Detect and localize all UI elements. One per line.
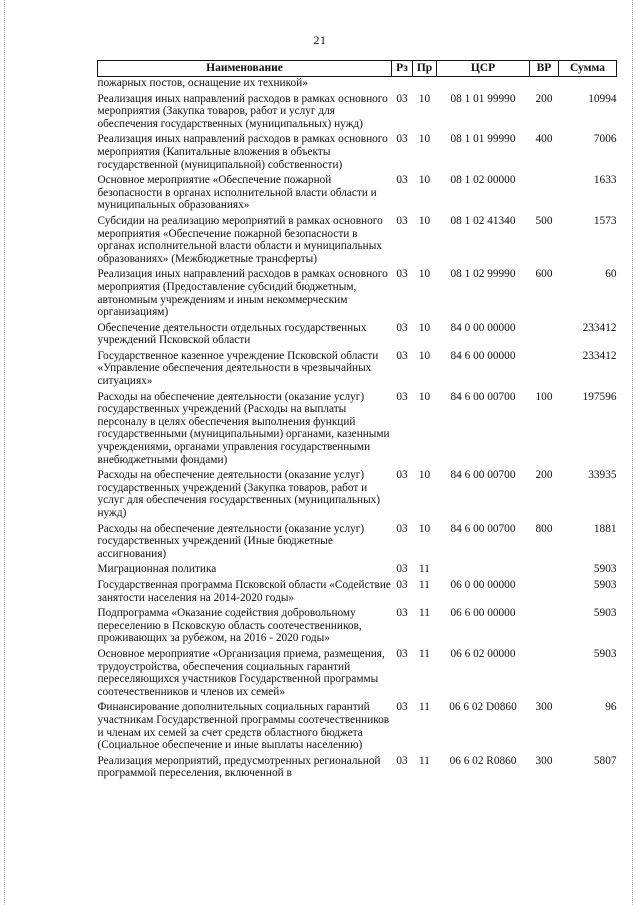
row-csr: [437, 563, 530, 579]
row-pr: 10: [418, 349, 431, 362]
table-row: [98, 563, 617, 579]
row-rz: 03: [396, 522, 408, 535]
row-csr: 84 6 00 00700: [450, 390, 516, 403]
page-number: 21: [313, 33, 327, 47]
row-rz: 03: [396, 268, 408, 281]
row-vr: [530, 77, 559, 93]
row-rz: 03: [396, 390, 408, 403]
row-vr: 300: [535, 754, 553, 767]
table-row: [98, 523, 617, 564]
table-row: [98, 215, 617, 268]
row-name: Миграционная политика: [97, 563, 217, 576]
row-sum: 233412: [582, 349, 617, 362]
row-csr: 84 0 00 00000: [450, 321, 516, 334]
row-pr: 10: [418, 133, 431, 146]
scan-edge-left: [4, 0, 6, 905]
header-row: [98, 61, 617, 77]
row-rz: 03: [396, 701, 408, 714]
table-row: [98, 648, 617, 701]
table-row: [98, 579, 617, 607]
row-sum: 5903: [593, 563, 617, 576]
row-sum: 1881: [593, 522, 617, 535]
row-vr: 300: [535, 701, 553, 714]
row-vr: [530, 322, 559, 350]
row-name: Реализация иных направлений расходов в рамках основного мероприятия (Предоставление субсидий бюджетным, автономным учреждениям и иным некоммерческим организациям): [97, 268, 388, 319]
header-sum: Сумма: [559, 61, 617, 77]
row-vr: 100: [535, 390, 553, 403]
table-row: [98, 350, 617, 391]
row-pr: 11: [419, 578, 430, 591]
row-pr: 10: [418, 268, 431, 281]
row-vr: 800: [535, 522, 553, 535]
row-pr: [413, 77, 437, 93]
row-name: Финансирование дополнительных социальных гарантий участникам Государственной программы соотечественников и членам их семей за счет средств областного бюджета (Социальное обеспечение и иные выплаты населению): [97, 701, 390, 752]
row-pr: 10: [418, 174, 431, 187]
table-row: [98, 755, 617, 783]
row-vr: 400: [535, 133, 553, 146]
row-name: Основное мероприятие «Обеспечение пожарной безопасности в органах исполнительной власти области и муниципальных образованиях»: [97, 174, 377, 212]
row-name: Реализация иных направлений расходов в рамках основного мероприятия (Закупка товаров, работ и услуг для обеспечения государственных (муниципальных) нужд): [97, 92, 388, 130]
row-sum: 33935: [588, 469, 617, 482]
row-rz: 03: [396, 647, 408, 660]
row-rz: [392, 77, 413, 93]
row-csr: 08 1 02 00000: [450, 174, 516, 187]
row-sum: 197596: [582, 390, 617, 403]
table-row: [98, 77, 617, 93]
row-csr: 06 6 00 00000: [450, 607, 516, 620]
header-name: Наименование: [98, 61, 392, 77]
row-sum: [559, 77, 617, 93]
table-row: [98, 607, 617, 648]
row-vr: 200: [535, 92, 553, 105]
row-pr: 11: [419, 647, 430, 660]
row-pr: 10: [418, 214, 431, 227]
table-row: [98, 322, 617, 350]
row-vr: [530, 607, 559, 648]
row-sum: 7006: [593, 133, 617, 146]
budget-table: [97, 60, 617, 783]
row-pr: 10: [418, 522, 431, 535]
row-rz: 03: [396, 174, 408, 187]
row-sum: 1633: [593, 174, 617, 187]
scan-edge-right: [632, 0, 634, 905]
row-sum: 5903: [593, 607, 617, 620]
row-name: Расходы на обеспечение деятельности (оказание услуг) государственных учреждений (Закупка товаров, работ и услуг для обеспечения государственных (муниципальных) нужд): [97, 469, 381, 519]
row-vr: [530, 350, 559, 391]
row-pr: 11: [419, 607, 430, 620]
row-sum: 60: [605, 268, 617, 281]
row-rz: 03: [396, 214, 408, 227]
row-rz: 03: [396, 133, 408, 146]
table-row: [98, 133, 617, 174]
row-vr: 600: [535, 268, 553, 281]
row-sum: 1573: [593, 214, 617, 227]
row-csr: 06 6 02 00000: [450, 647, 516, 660]
row-rz: 03: [396, 349, 408, 362]
table-header: [98, 61, 617, 77]
row-vr: [530, 648, 559, 701]
row-pr: 11: [419, 563, 430, 576]
row-rz: 03: [396, 469, 408, 482]
row-pr: 10: [418, 321, 431, 334]
row-pr: 11: [419, 754, 430, 767]
row-name: Основное мероприятие «Организация приема, размещения, трудоустройства, обеспечения социальных гарантий переселяющихся участников Государственной программы соотечественников и членов их семей»: [97, 647, 385, 698]
header-csr: ЦСР: [437, 61, 530, 77]
row-sum: 5903: [593, 647, 617, 660]
table-body: [98, 77, 617, 783]
row-csr: 84 6 00 00700: [450, 469, 516, 482]
row-pr: 11: [419, 701, 430, 714]
table-row: [98, 391, 617, 470]
table-row: [98, 701, 617, 754]
header-rz: Рз: [392, 61, 413, 77]
row-csr: [437, 77, 530, 93]
table-row: [98, 469, 617, 522]
row-name: Обеспечение деятельности отдельных государственных учреждений Псковской области: [97, 321, 367, 347]
row-csr: 06 6 02 D0860: [449, 701, 517, 714]
row-sum: 5807: [593, 754, 617, 767]
header-vr: ВР: [530, 61, 559, 77]
row-rz: 03: [396, 321, 408, 334]
row-csr: 08 1 02 99990: [450, 268, 516, 281]
row-vr: [530, 174, 559, 215]
table-row: [98, 93, 617, 134]
row-rz: 03: [396, 578, 408, 591]
row-pr: 10: [418, 390, 431, 403]
row-vr: 500: [535, 214, 553, 227]
row-sum: 10994: [588, 92, 617, 105]
row-name: Государственное казенное учреждение Псковской области «Управление обеспечения деятельности в чрезвычайных ситуациях»: [97, 349, 379, 388]
row-name: Подпрограмма «Оказание содействия добровольному переселению в Псковскую область соотечественников, проживающих за рубежом, на 2016 - 2020 годы»: [97, 607, 362, 645]
row-name: Субсидии на реализацию мероприятий в рамках основного мероприятия «Обеспечение пожарной безопасности в органах исполнительной власти области и муниципальных образованиях» (Межбюджетные трансферты): [97, 214, 383, 265]
row-csr: 08 1 01 99990: [450, 92, 516, 105]
row-csr: 08 1 01 99990: [450, 133, 516, 146]
row-name: Реализация иных направлений расходов в рамках основного мероприятия (Капитальные вложения в объекты государственной (муниципальной) собственности): [97, 133, 388, 171]
row-rz: 03: [396, 92, 408, 105]
row-vr: [530, 563, 559, 579]
row-rz: 03: [396, 563, 408, 576]
header-pr: Пр: [413, 61, 437, 77]
row-name: Расходы на обеспечение деятельности (оказание услуг) государственных учреждений (Расходы на выплаты персоналу в целях обеспечения выполнения функций государственными (муниципальными) органами, казенными учреждениями, органами управления государственными внебюджетными фондами): [97, 390, 390, 466]
row-sum: 233412: [582, 321, 617, 334]
table-row: [98, 268, 617, 321]
row-vr: 200: [535, 469, 553, 482]
row-sum: 5903: [593, 578, 617, 591]
row-pr: 10: [418, 92, 431, 105]
row-name: Реализация мероприятий, предусмотренных региональной программой переселения, включенной в: [97, 754, 381, 780]
row-name: Государственная программа Псковской области «Содействие занятости населения на 2014-2020 годы»: [97, 578, 391, 604]
row-rz: 03: [396, 754, 408, 767]
row-pr: 10: [418, 469, 431, 482]
row-csr: 06 0 00 00000: [450, 578, 516, 591]
row-sum: 96: [605, 701, 617, 714]
table-row: [98, 174, 617, 215]
row-csr: 08 1 02 41340: [450, 214, 516, 227]
row-rz: 03: [396, 607, 408, 620]
row-csr: 06 6 02 R0860: [449, 754, 517, 767]
row-name: Расходы на обеспечение деятельности (оказание услуг) государственных учреждений (Иные бюджетные ассигнования): [97, 522, 365, 560]
row-csr: 84 6 00 00700: [450, 522, 516, 535]
row-vr: [530, 579, 559, 607]
row-name: пожарных постов, оснащение их техникой»: [97, 77, 308, 89]
row-csr: 84 6 00 00000: [450, 349, 516, 362]
